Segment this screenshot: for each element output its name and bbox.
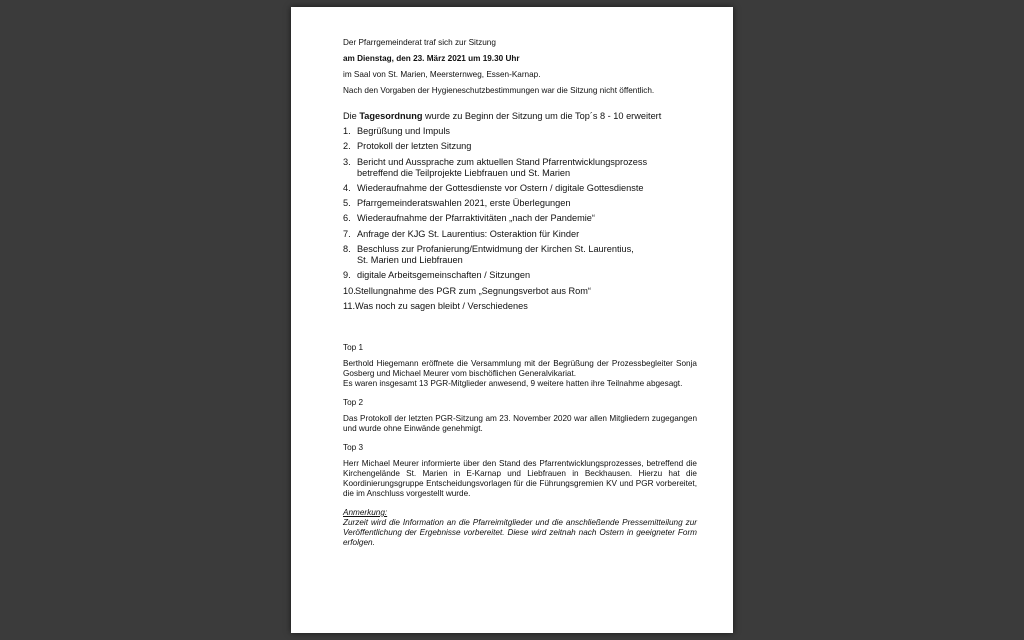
- note-body: Zurzeit wird die Information an die Pfarreimitglieder und die anschließende Pressemitteilung zur Veröffentlichung der Ergebnisse vorbereitet. Diese wird zeitnah nach Ostern in geeigneter Form erfolgen.: [343, 517, 697, 547]
- agenda-item-text: Pfarrgemeinderatswahlen 2021, erste Überlegungen: [357, 198, 571, 209]
- top-3-body: Herr Michael Meurer informierte über den Stand des Pfarrentwicklungsprozesses, betreffend die Kirchengelände St. Marien in E-Karnap und Liebfrauen in Beckhausen. Hierzu hat die Koordinierungsgruppe Entscheidungsvorlagen für die Führungsgremien KV und PGR vorbereitet, die im Anschluss vorgestellt wurde.: [343, 458, 697, 498]
- agenda-item: [343, 229, 697, 240]
- top-1-section: [343, 343, 697, 389]
- agenda-item: [343, 286, 697, 297]
- hygiene-note: Nach den Vorgaben der Hygieneschutzbestimmungen war die Sitzung nicht öffentlich.: [343, 86, 655, 95]
- agenda-item: [343, 270, 697, 281]
- top-3-heading: Top 3: [343, 442, 364, 452]
- top-2-section: [343, 398, 697, 434]
- agenda-item-number: 6.: [343, 213, 351, 224]
- agenda-item-text: digitale Arbeitsgemeinschaften / Sitzungen: [357, 270, 531, 281]
- agenda-item-text: Stellungnahme des PGR zum „Segnungsverbot aus Rom“: [355, 285, 591, 296]
- agenda-item: [343, 213, 697, 224]
- agenda-intro-prefix: Die: [343, 111, 360, 121]
- agenda-item: [343, 141, 697, 152]
- agenda-item: [343, 301, 697, 312]
- agenda-item-text: Beschluss zur Profanierung/Entwidmung der Kirchen St. Laurentius, St. Marien und Liebfrauen: [357, 244, 634, 266]
- agenda-item: [343, 126, 697, 137]
- top-1-heading: Top 1: [343, 342, 364, 352]
- agenda-item: [343, 244, 697, 266]
- intro-line-1: Der Pfarrgemeinderat traf sich zur Sitzung: [343, 38, 496, 47]
- meeting-date: am Dienstag, den 23. März 2021 um 19.30 Uhr: [343, 54, 520, 63]
- agenda-item: [343, 198, 697, 209]
- agenda-intro-suffix: wurde zu Beginn der Sitzung um die Top´s 8 - 10 erweitert: [422, 111, 662, 121]
- agenda-intro-bold: Tagesordnung: [359, 111, 423, 121]
- top-2-body: Das Protokoll der letzten PGR-Sitzung am 23. November 2020 war allen Mitgliedern zugegangen und wurde ohne Einwände genehmigt.: [343, 413, 697, 433]
- agenda-list: [343, 126, 697, 312]
- agenda-item-text: Anfrage der KJG St. Laurentius: Osteraktion für Kinder: [357, 228, 580, 239]
- agenda-item-number: 4.: [343, 182, 351, 193]
- agenda-item: [343, 183, 697, 194]
- agenda-item-text: Protokoll der letzten Sitzung: [357, 141, 472, 152]
- agenda-item-number: 5.: [343, 198, 351, 209]
- agenda-item-text: Wiederaufnahme der Gottesdienste vor Ostern / digitale Gottesdienste: [357, 182, 644, 193]
- agenda-item-text: Wiederaufnahme der Pfarraktivitäten „nach der Pandemie“: [357, 213, 595, 224]
- agenda-item-number: 10.: [343, 285, 356, 296]
- agenda-item-text: Begrüßung und Impuls: [357, 126, 450, 136]
- agenda-item-number: 8.: [343, 244, 351, 255]
- document-page: [291, 7, 733, 633]
- top-1-body: Berthold Hiegemann eröffnete die Versammlung mit der Begrüßung der Prozessbegleiter Sonja Gosberg und Michael Meurer vom bischöflichen Generalvikariat. Es waren insgesamt 13 PGR-Mitglieder anwesend, 9 weitere hatten ihre Teilnahme abgesagt.: [343, 358, 697, 388]
- note-section: [343, 508, 697, 548]
- agenda-item-number: 7.: [343, 228, 351, 239]
- top-3-section: [343, 443, 697, 499]
- meeting-location: im Saal von St. Marien, Meersternweg, Essen-Karnap.: [343, 70, 541, 79]
- agenda-item: [343, 157, 697, 179]
- agenda-item-text: Was noch zu sagen bleibt / Verschiedenes: [355, 300, 528, 311]
- document-content: [343, 38, 697, 548]
- note-heading: Anmerkung:: [343, 507, 388, 517]
- agenda-item-number: 2.: [343, 141, 351, 152]
- agenda-item-text: Bericht und Aussprache zum aktuellen Stand Pfarrentwicklungsprozess betreffend die Teilprojekte Liebfrauen und St. Marien: [357, 156, 648, 178]
- agenda-item-number: 11.: [343, 300, 356, 311]
- agenda-item-number: 9.: [343, 270, 351, 281]
- agenda-item-number: 3.: [343, 156, 351, 167]
- agenda-item-number: 1.: [343, 126, 351, 136]
- agenda-intro: [343, 110, 697, 122]
- top-2-heading: Top 2: [343, 397, 364, 407]
